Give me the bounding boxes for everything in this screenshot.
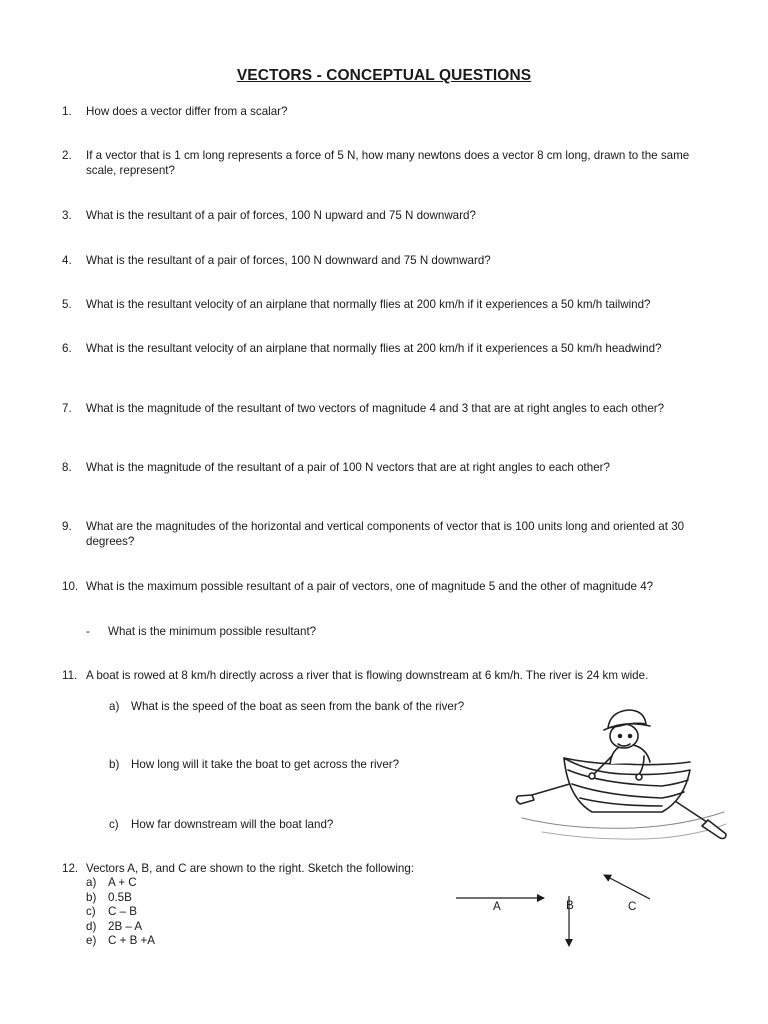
part-text: How far downstream will the boat land? [131,818,334,831]
question-text: Vectors A, B, and C are shown to the right. Sketch the following: [86,862,415,875]
question-text: How does a vector differ from a scalar? [86,105,288,118]
question-9 [62,519,722,549]
question-text: A boat is rowed at 8 km/h directly across a river that is flowing downstream at 6 km/h. The river is 24 km wide. [86,669,649,682]
part-text: How long will it take the boat to get across the river? [131,758,400,771]
question-number: 5. [62,298,72,311]
question-number: 12. [62,862,79,875]
item-label: b) [86,890,97,904]
vector-c-arrow [604,875,650,899]
question-11-part-a [109,699,509,714]
question-number: 10. [62,580,79,593]
question-text: What is the magnitude of the resultant of two vectors of magnitude 4 and 3 that are at right angles to each other? [86,402,665,415]
question-10 [62,579,722,594]
question-text: What is the resultant velocity of an airplane that normally flies at 200 km/h if it experiences a 50 km/h headwind? [86,342,662,355]
question-text: What is the resultant of a pair of forces, 100 N upward and 75 N downward? [86,209,476,222]
question-number: 1. [62,105,72,118]
page-title: VECTORS - CONCEPTUAL QUESTIONS [236,67,532,84]
question-text: What is the resultant velocity of an airplane that normally flies at 200 km/h if it experiences a 50 km/h tailwind? [86,298,651,311]
question-number: 3. [62,209,72,222]
vector-b-label: B [566,899,574,912]
item-text: C – B [108,905,137,918]
item-text: A + C [108,876,137,889]
item-label: d) [86,919,97,933]
question-11 [62,668,722,683]
question-7 [62,401,722,416]
question-8 [62,460,722,475]
question-2 [62,148,722,178]
question-number: 9. [62,520,72,533]
question-number: 11. [62,669,78,682]
question-number: 2. [62,149,72,162]
vector-c-label: C [628,900,637,913]
question-5 [62,297,722,312]
question-text: What is the maximum possible resultant of a pair of vectors, one of magnitude 5 and the other of magnitude 4? [86,580,654,593]
question-4 [62,253,722,268]
part-label: b) [109,758,120,771]
question-text: What are the magnitudes of the horizontal and vertical components of vector that is 100 units long and oriented at 30 degrees? [86,520,685,548]
part-label: a) [109,700,120,713]
question-1 [62,104,722,119]
question-11-part-c [109,817,509,832]
question-text: What is the resultant of a pair of forces, 100 N downward and 75 N downward? [86,254,491,267]
question-text: If a vector that is 1 cm long represents a force of 5 N, how many newtons does a vector 8 cm long, drawn to the same scale, represent? [86,149,690,177]
vector-diagram [450,868,660,952]
item-label: e) [86,934,97,947]
item-text: 0.5B [108,890,132,904]
question-11-part-b [109,757,509,772]
part-label: c) [109,818,119,831]
vector-a-label: A [493,900,501,913]
question-number: 8. [62,461,72,474]
part-text: What is the speed of the boat as seen from the bank of the river? [131,700,465,713]
question-3 [62,208,722,223]
sub-text: What is the minimum possible resultant? [108,625,317,638]
question-6 [62,341,722,356]
rowboat-icon [512,700,736,846]
item-text: C + B +A [108,934,156,947]
question-number: 4. [62,254,72,267]
question-number: 7. [62,402,72,415]
question-10-sub [86,624,316,639]
item-label: c) [86,905,96,918]
item-label: a) [86,876,97,889]
question-text: What is the magnitude of the resultant of a pair of 100 N vectors that are at right angles to each other? [86,461,610,474]
question-number: 6. [62,342,72,355]
item-text: 2B – A [108,919,143,933]
sub-bullet: - [86,625,90,638]
